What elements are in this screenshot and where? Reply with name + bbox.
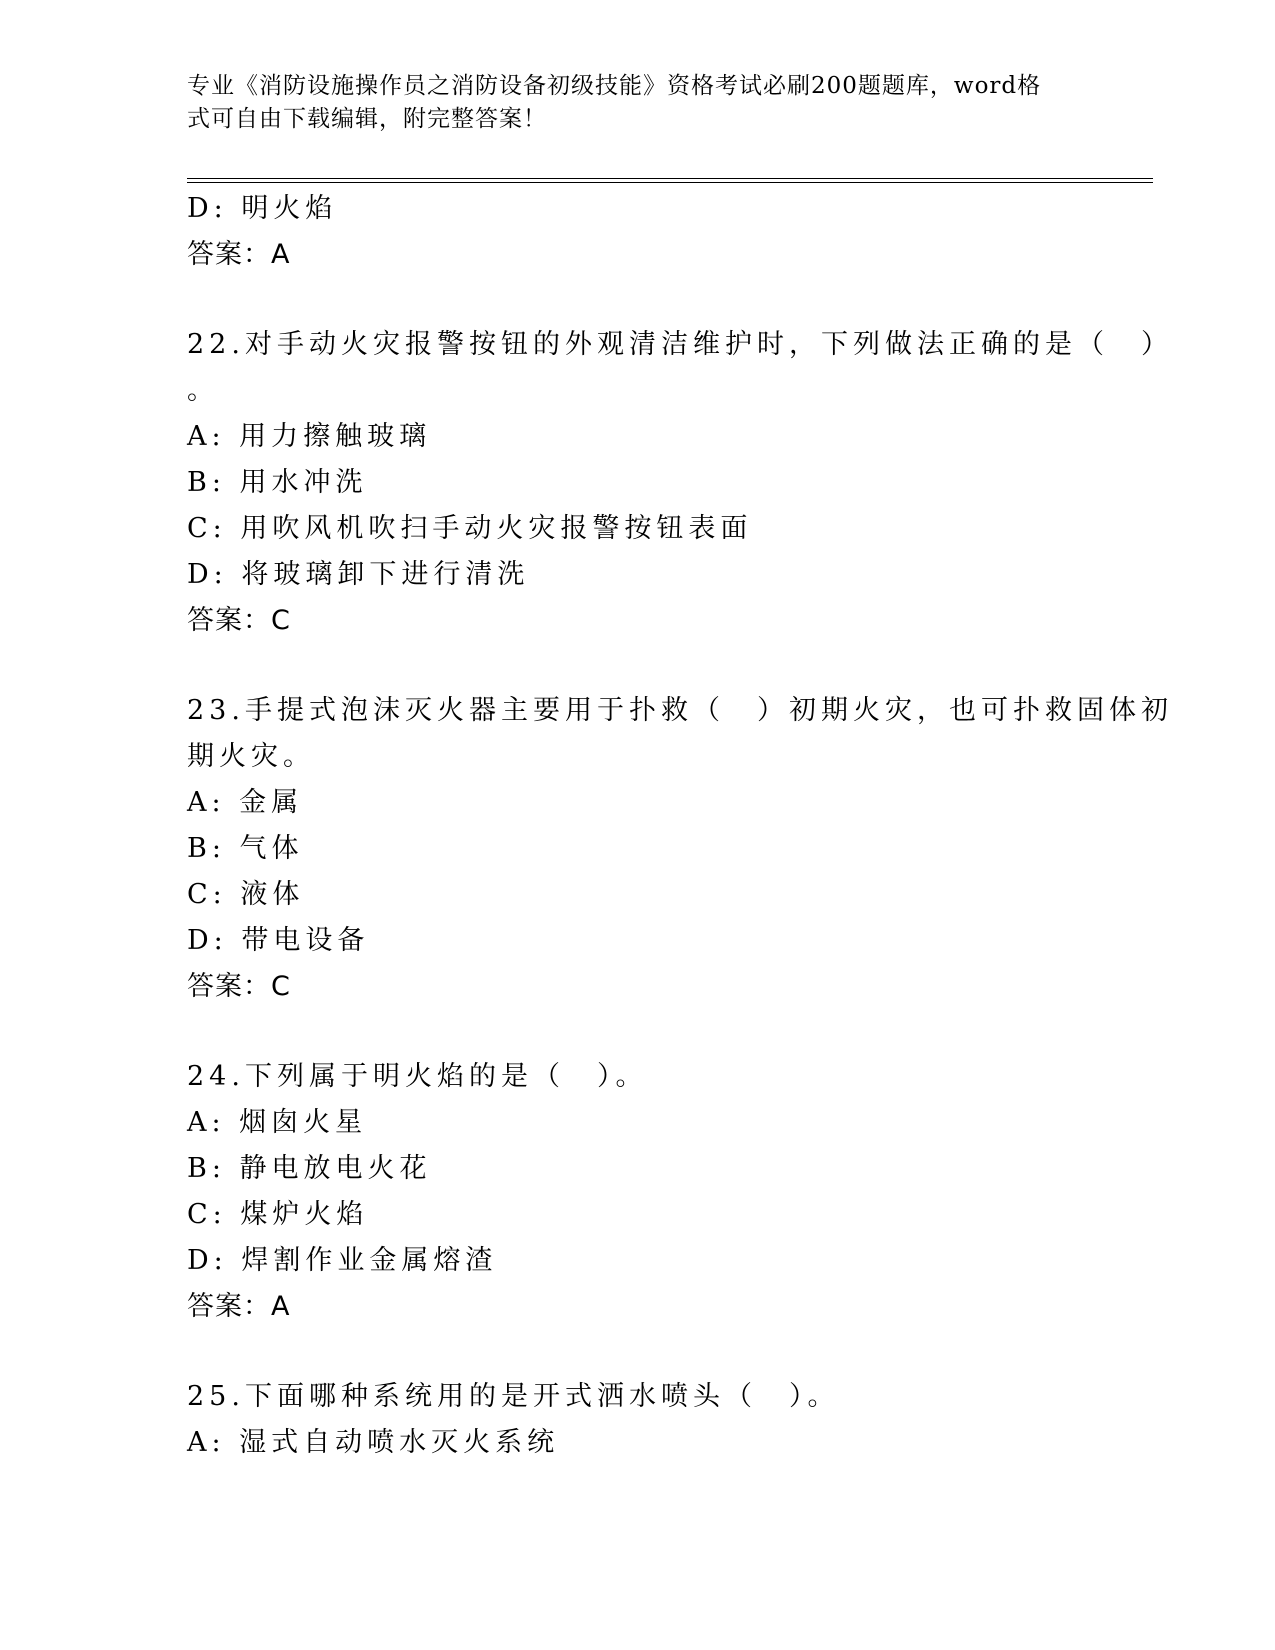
answer: 答案：A (187, 1291, 291, 1322)
answer: 答案：A (187, 239, 291, 270)
question-25 (187, 1374, 1087, 1466)
option-d: D: 明火焰 (187, 193, 338, 224)
question-text: 24.下列属于明火焰的是（ ）。 (187, 1061, 648, 1092)
question-22 (187, 322, 1173, 644)
option-c: C: 液体 (187, 879, 305, 910)
option-c: C: 煤炉火焰 (187, 1199, 369, 1230)
option-d: D: 焊割作业金属熔渣 (187, 1245, 498, 1276)
option-a: A: 金属 (187, 787, 304, 818)
header-divider (187, 178, 1153, 183)
option-d: D: 带电设备 (187, 925, 370, 956)
option-b: B: 气体 (187, 833, 304, 864)
question-text-continued: 期火灾。 (187, 741, 315, 772)
question-24 (187, 1054, 1087, 1330)
option-b: B: 静电放电火花 (187, 1153, 432, 1184)
option-a: A: 湿式自动喷水灭火系统 (187, 1427, 560, 1458)
question-text: 22.对手动火灾报警按钮的外观清洁维护时，下列做法正确的是（ ） (187, 329, 1173, 360)
question-list (187, 186, 1173, 1466)
answer: 答案：C (187, 605, 291, 636)
question-21-partial (187, 186, 1087, 278)
document-header (187, 70, 1087, 136)
option-d: D: 将玻璃卸下进行清洗 (187, 559, 530, 590)
option-a: A: 烟囱火星 (187, 1107, 368, 1138)
header-line-1: 专业《消防设施操作员之消防设备初级技能》资格考试必刷200题题库，word格 (187, 73, 1042, 99)
question-text-continued: 。 (187, 375, 219, 406)
question-text: 23.手提式泡沫灭火器主要用于扑救（ ）初期火灾，也可扑救固体初 (187, 695, 1173, 726)
header-line-2: 式可自由下载编辑，附完整答案！ (187, 106, 547, 132)
option-b: B: 用水冲洗 (187, 467, 368, 498)
question-text: 25.下面哪种系统用的是开式洒水喷头（ ）。 (187, 1381, 840, 1412)
question-23 (187, 688, 1173, 1010)
option-c: C: 用吹风机吹扫手动火灾报警按钮表面 (187, 513, 753, 544)
answer: 答案：C (187, 971, 291, 1002)
option-a: A: 用力擦触玻璃 (187, 421, 432, 452)
